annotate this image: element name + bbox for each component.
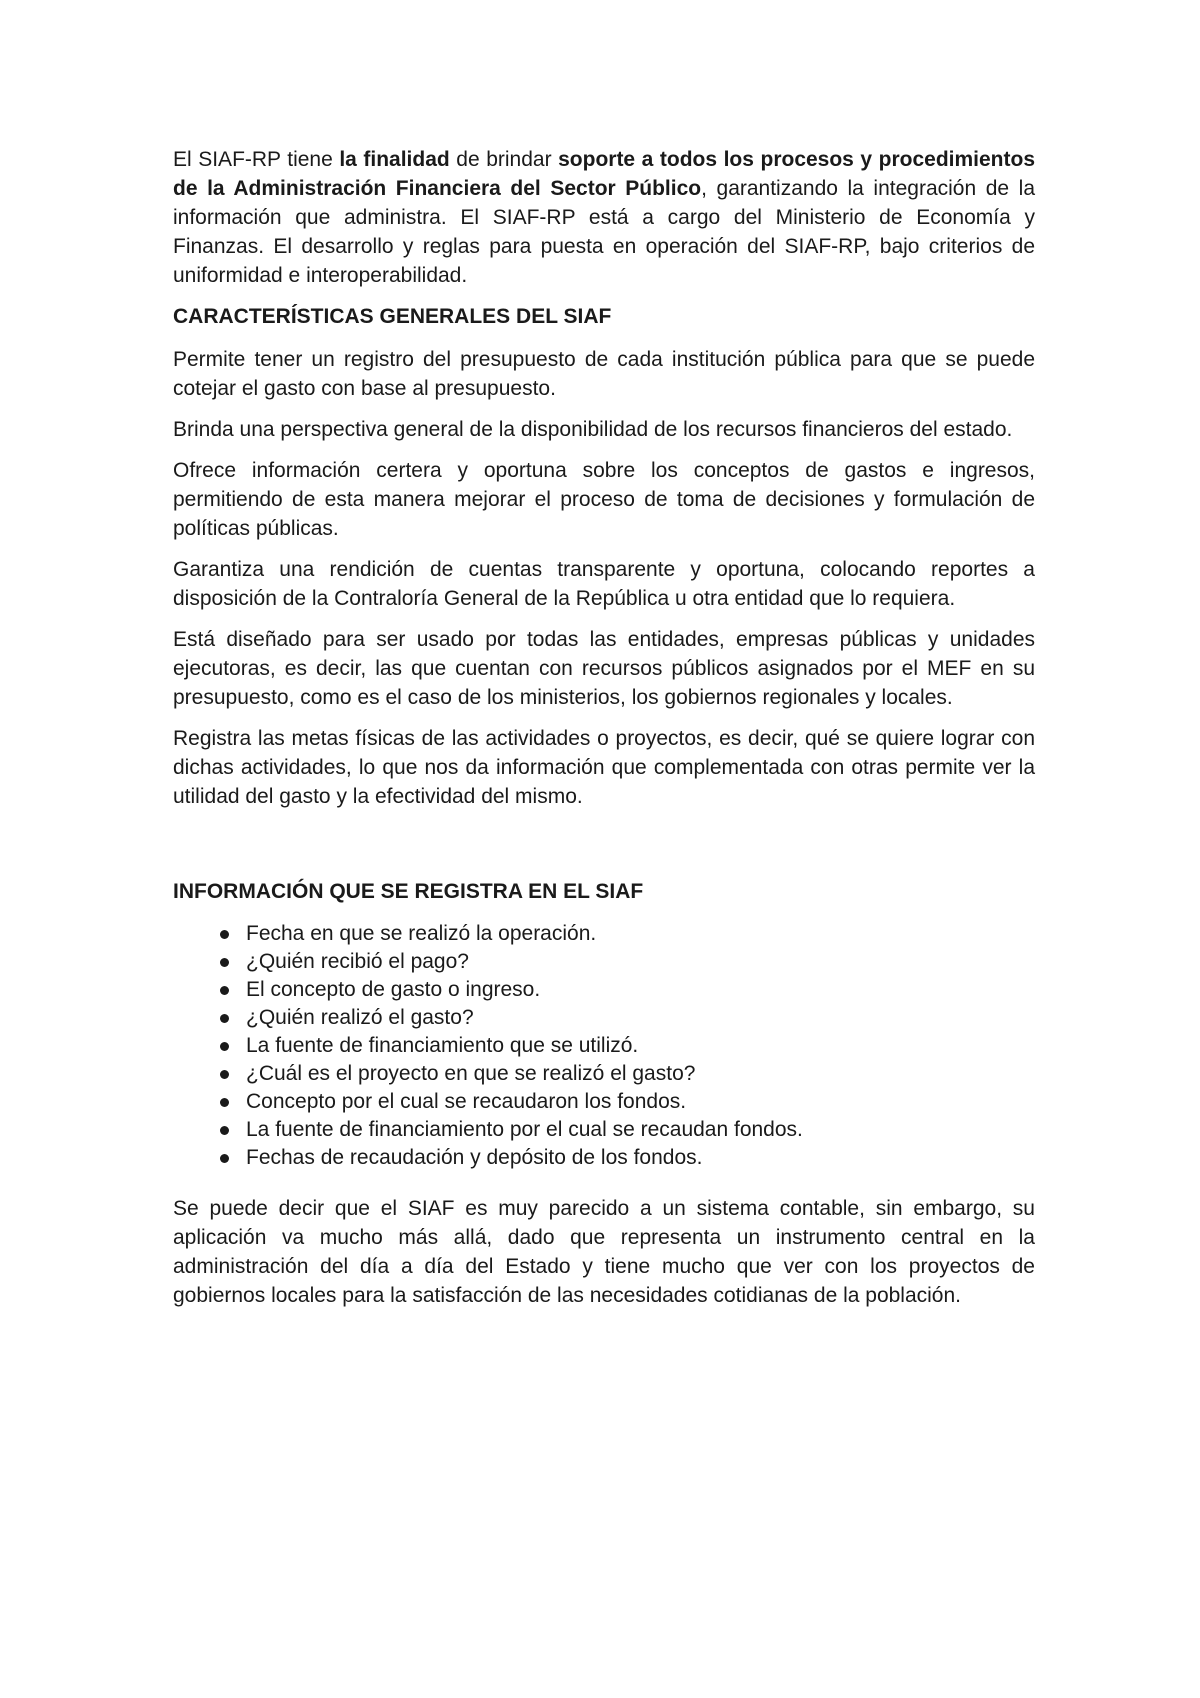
list-item-text: Fecha en que se realizó la operación. — [246, 922, 597, 945]
list-item-text: La fuente de financiamiento que se utilizó. — [246, 1034, 639, 1057]
bullet-icon — [220, 1014, 229, 1023]
intro-bold-finalidad: la finalidad — [339, 148, 450, 171]
closing-paragraph: Se puede decir que el SIAF es muy parecido a un sistema contable, sin embargo, su aplicación va mucho más allá, dado que representa un instrumento central en la administración del día a día del Estado y tiene mucho que ver con los proyectos de gobiernos locales para la satisfacción de las necesidades cotidianas de la población. — [173, 1197, 1035, 1307]
bullet-icon — [220, 1154, 229, 1163]
list-item — [220, 1004, 1035, 1032]
list-item-text: La fuente de financiamiento por el cual se recaudan fondos. — [246, 1118, 803, 1141]
section-heading-informacion: INFORMACIÓN QUE SE REGISTRA EN EL SIAF — [173, 880, 644, 903]
bullet-icon — [220, 986, 229, 995]
list-item-text: ¿Quién realizó el gasto? — [246, 1006, 474, 1029]
list-item-text: ¿Quién recibió el pago? — [246, 950, 469, 973]
intro-text-3: , garantizando la integración de la información que administra. El SIAF-RP está a cargo del Ministerio de Economía y Finanzas. El desarrollo y reglas para puesta en operación del SIAF-RP, bajo criterios de uniformidad e interoperabilidad. — [173, 177, 1036, 287]
list-item — [220, 1116, 1035, 1144]
bullet-icon — [220, 1126, 229, 1135]
document-page — [173, 145, 1035, 1322]
list-item-text: Fechas de recaudación y depósito de los fondos. — [246, 1146, 703, 1169]
section-heading-caracteristicas: CARACTERÍSTICAS GENERALES DEL SIAF — [173, 305, 612, 328]
caracteristica-paragraph: Garantiza una rendición de cuentas transparente y oportuna, colocando reportes a disposición de la Contraloría General de la República u otra entidad que lo requiera. — [173, 558, 1035, 610]
caracteristica-paragraph: Registra las metas físicas de las actividades o proyectos, es decir, qué se quiere lograr con dichas actividades, lo que nos da información que complementada con otras permite ver la utilidad del gasto y la efectividad del mismo. — [173, 727, 1035, 808]
list-item — [220, 1088, 1035, 1116]
list-item — [220, 948, 1035, 976]
list-item — [220, 920, 1035, 948]
intro-text-1: El SIAF-RP tiene — [173, 148, 340, 171]
list-item-text: Concepto por el cual se recaudaron los fondos. — [246, 1090, 687, 1113]
list-item-text: ¿Cuál es el proyecto en que se realizó el gasto? — [246, 1062, 696, 1085]
caracteristica-paragraph: Permite tener un registro del presupuesto de cada institución pública para que se puede cotejar el gasto con base al presupuesto. — [173, 348, 1035, 400]
caracteristica-paragraph: Brinda una perspectiva general de la disponibilidad de los recursos financieros del estado. — [173, 418, 1013, 441]
list-item — [220, 1144, 1035, 1172]
list-item — [220, 1060, 1035, 1088]
intro-text-2: de brindar — [449, 148, 559, 171]
bullet-icon — [220, 930, 229, 939]
section-spacer — [173, 823, 1035, 877]
caracteristica-paragraph: Ofrece información certera y oportuna sobre los conceptos de gastos e ingresos, permitiendo de esta manera mejorar el proceso de toma de decisiones y formulación de políticas públicas. — [173, 459, 1035, 540]
intro-bold-soporte: soporte a todos los procesos y procedimientos de la Administración Financiera del Sector Público — [173, 148, 1035, 200]
bullet-icon — [220, 1070, 229, 1079]
bullet-list — [173, 920, 1035, 1172]
bullet-icon — [220, 958, 229, 967]
list-item — [220, 976, 1035, 1004]
list-item — [220, 1032, 1035, 1060]
caracteristica-paragraph: Está diseñado para ser usado por todas las entidades, empresas públicas y unidades ejecutoras, es decir, las que cuentan con recursos públicos asignados por el MEF en su presupuesto, como es el caso de los ministerios, los gobiernos regionales y locales. — [173, 628, 1035, 709]
intro-paragraph — [173, 145, 1035, 290]
bullet-icon — [220, 1042, 229, 1051]
bullet-icon — [220, 1098, 229, 1107]
list-item-text: El concepto de gasto o ingreso. — [246, 978, 541, 1001]
